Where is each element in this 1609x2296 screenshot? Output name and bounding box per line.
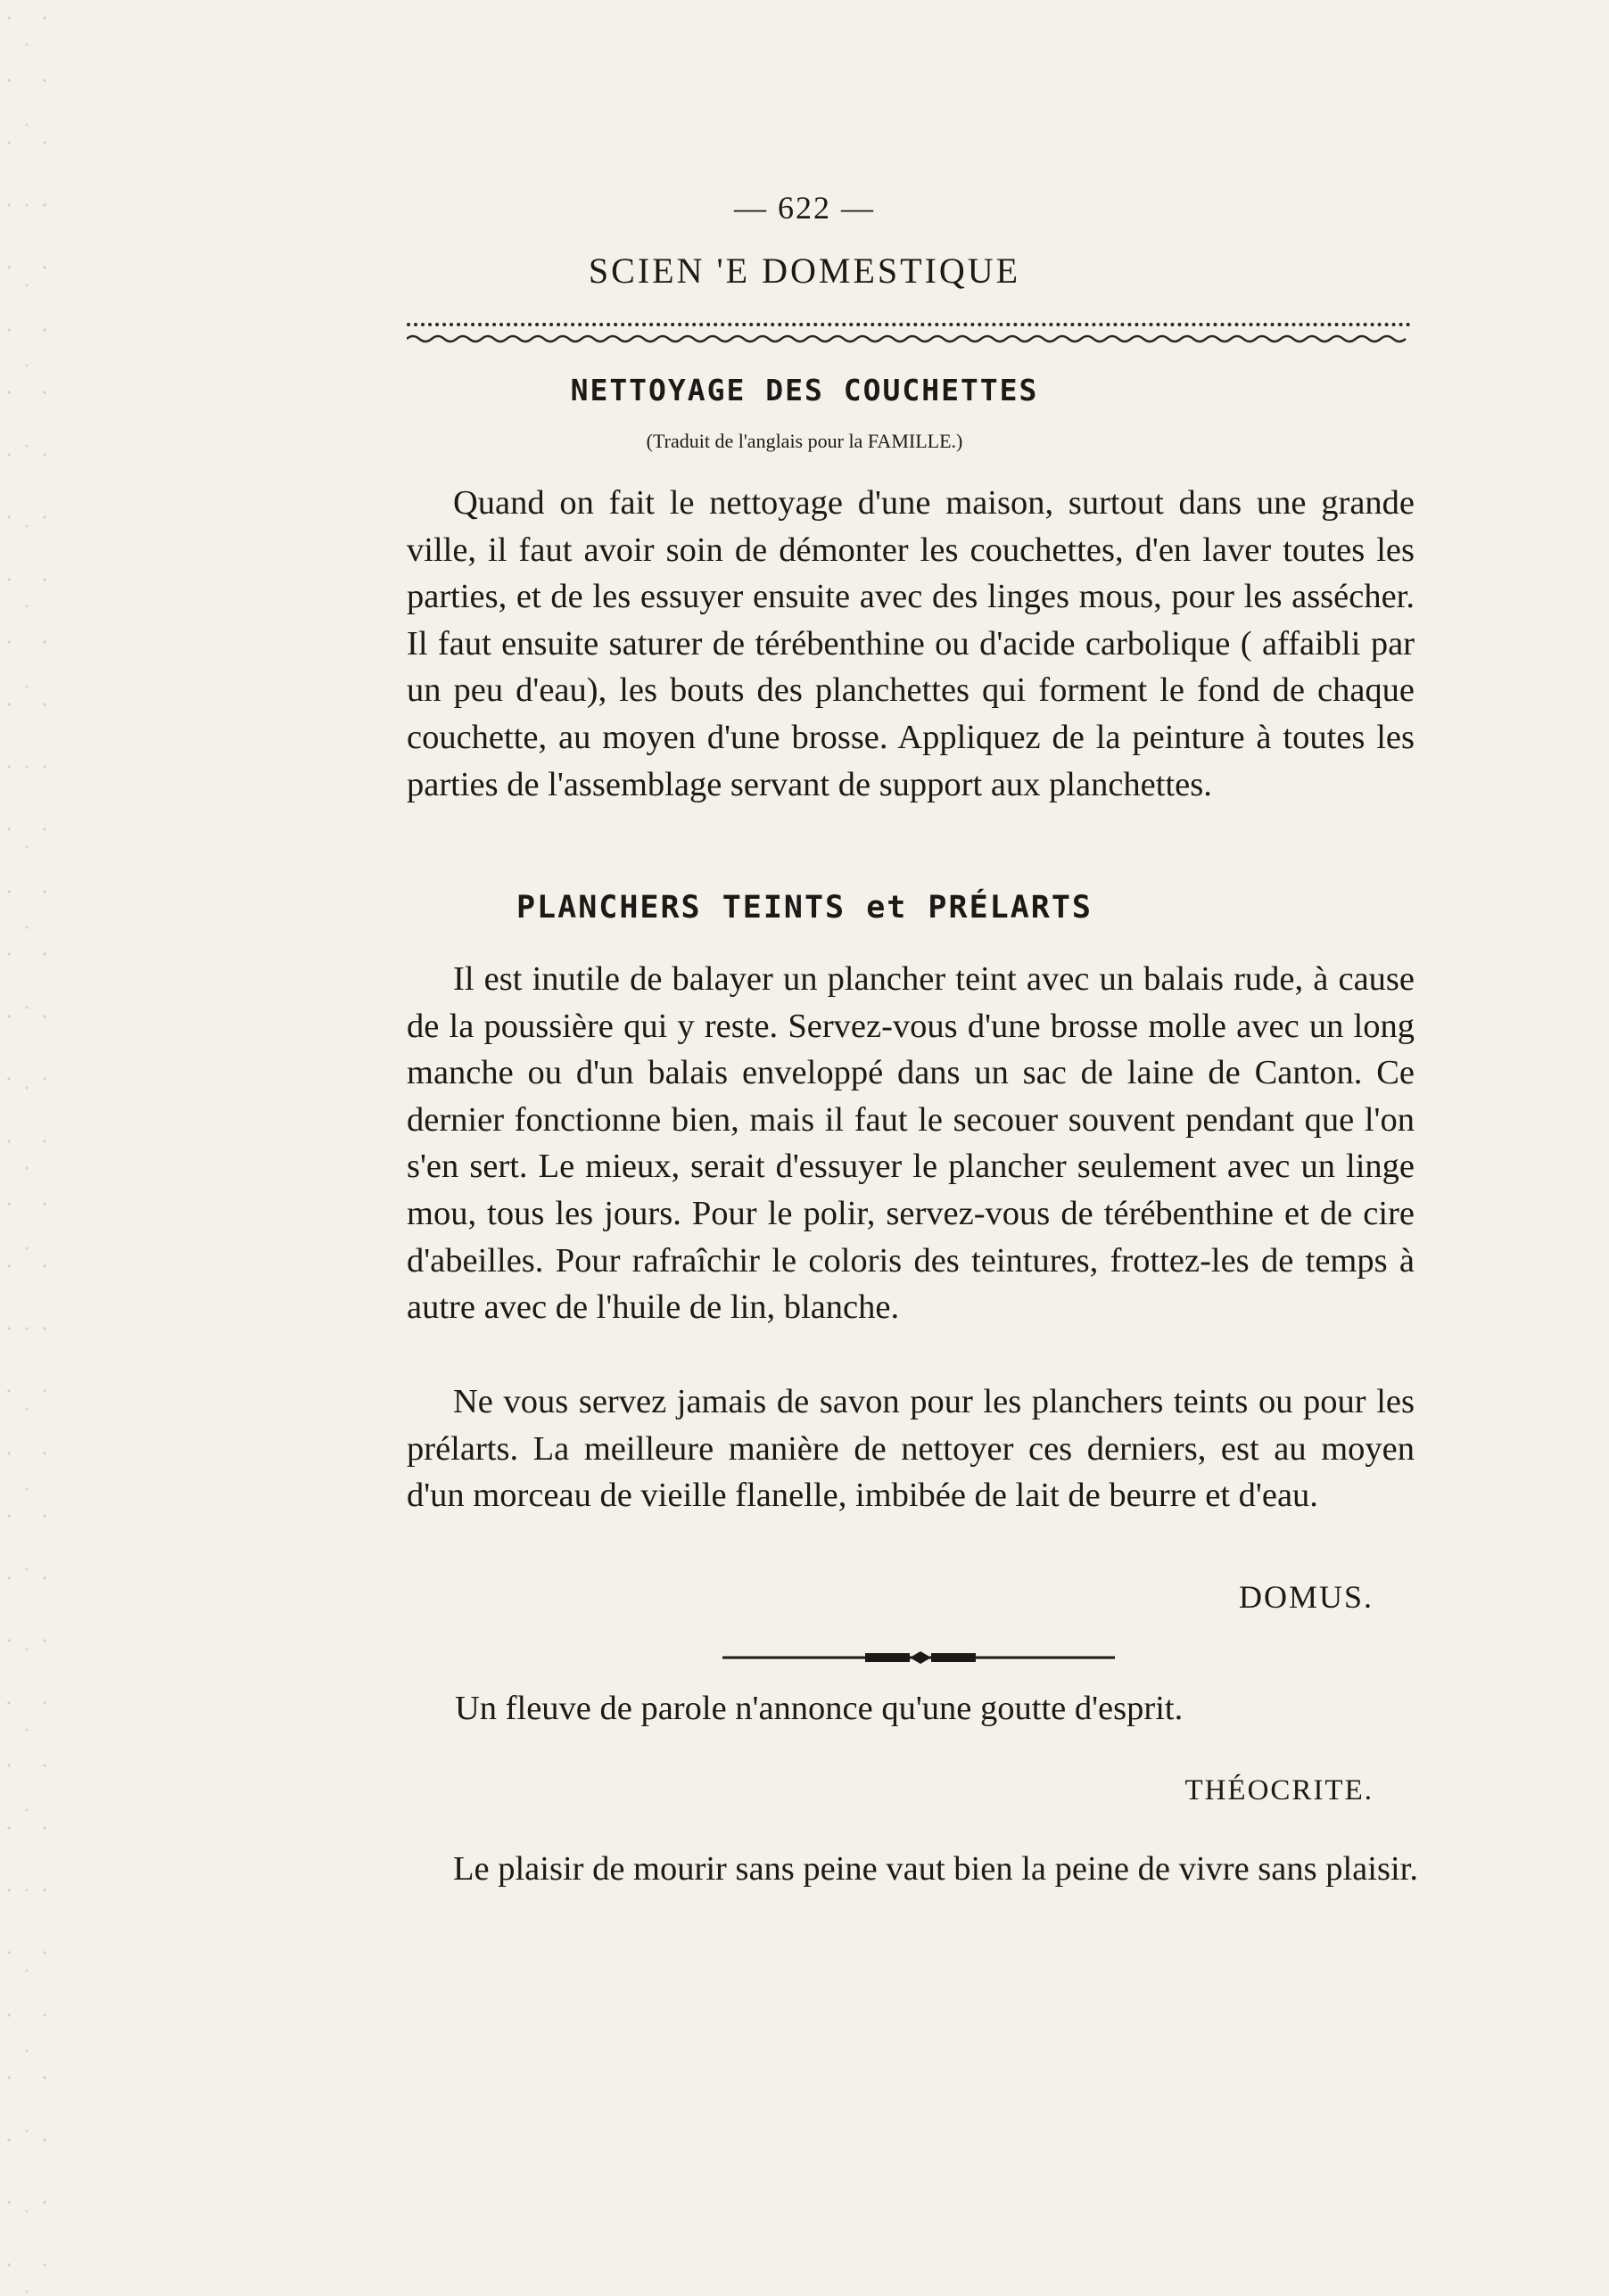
ornament-divider <box>722 1644 1115 1671</box>
paragraph-planchers-2: Ne vous servez jamais de savon pour les planchers teints ou pour les prélarts. La meilleure manière de nettoyer ces derniers, est au moyen d'un morceau de vieille flanelle, imbibée de lait de beurre et d'eau. <box>407 1383 1415 1515</box>
page-number: — 622 — <box>734 190 875 226</box>
dotted-rule <box>407 323 1411 326</box>
quote-fleuve: Un fleuve de parole n'annonce qu'une goutte d'esprit. <box>455 1690 1184 1727</box>
signature-theocrite: THÉOCRITE. <box>1184 1774 1374 1806</box>
article-subtitle: (Traduit de l'anglais pour la FAMILLE.) <box>646 430 963 452</box>
paragraph-couchettes: Quand on fait le nettoyage d'une maison, surtout dans une grande ville, il faut avoir soin de démonter les couchettes, d'en laver toutes les parties, et de les essuyer ensuite avec des linges mous, pour les assécher. Il faut ensuite saturer de térébenthine ou d'acide carbolique ( affaibli par un peu d'eau), les bouts des planchettes qui forment le fond de chaque couchette, au moyen d'une brosse. Appliquez de la peinture à toutes les parties de l'assemblage servant de support aux planchettes. <box>407 484 1415 803</box>
scan-edge-noise <box>0 0 54 2296</box>
article-title-couchettes: NETTOYAGE DES COUCHETTES <box>570 373 1039 407</box>
signature-domus: DOMUS. <box>1238 1579 1374 1615</box>
paragraph-planchers-1: Il est inutile de balayer un plancher teint avec un balais rude, à cause de la poussière qui y reste. Servez-vous d'une brosse molle avec un long manche ou d'un balais enveloppé dans un sac de laine de Canton. Ce dernier fonctionne bien, mais il faut le secouer souvent pendant que l'on s'en sert. Le mieux, serait d'essuyer le plancher seulement avec un linge mou, tous les jours. Pour le polir, servez-vous de térébenthine et de cire d'abeilles. Pour rafraîchir le coloris des teintures, frottez-les de temps à autre avec de l'huile de lin, blanche. <box>407 960 1415 1327</box>
wavy-rule <box>407 332 1411 346</box>
article-title-planchers: PLANCHERS TEINTS et PRÉLARTS <box>516 890 1093 926</box>
quote-plaisir: Le plaisir de mourir sans peine vaut bien la peine de vivre sans plaisir. <box>453 1850 1418 1888</box>
running-title: SCIEN 'E DOMESTIQUE <box>588 251 1021 291</box>
